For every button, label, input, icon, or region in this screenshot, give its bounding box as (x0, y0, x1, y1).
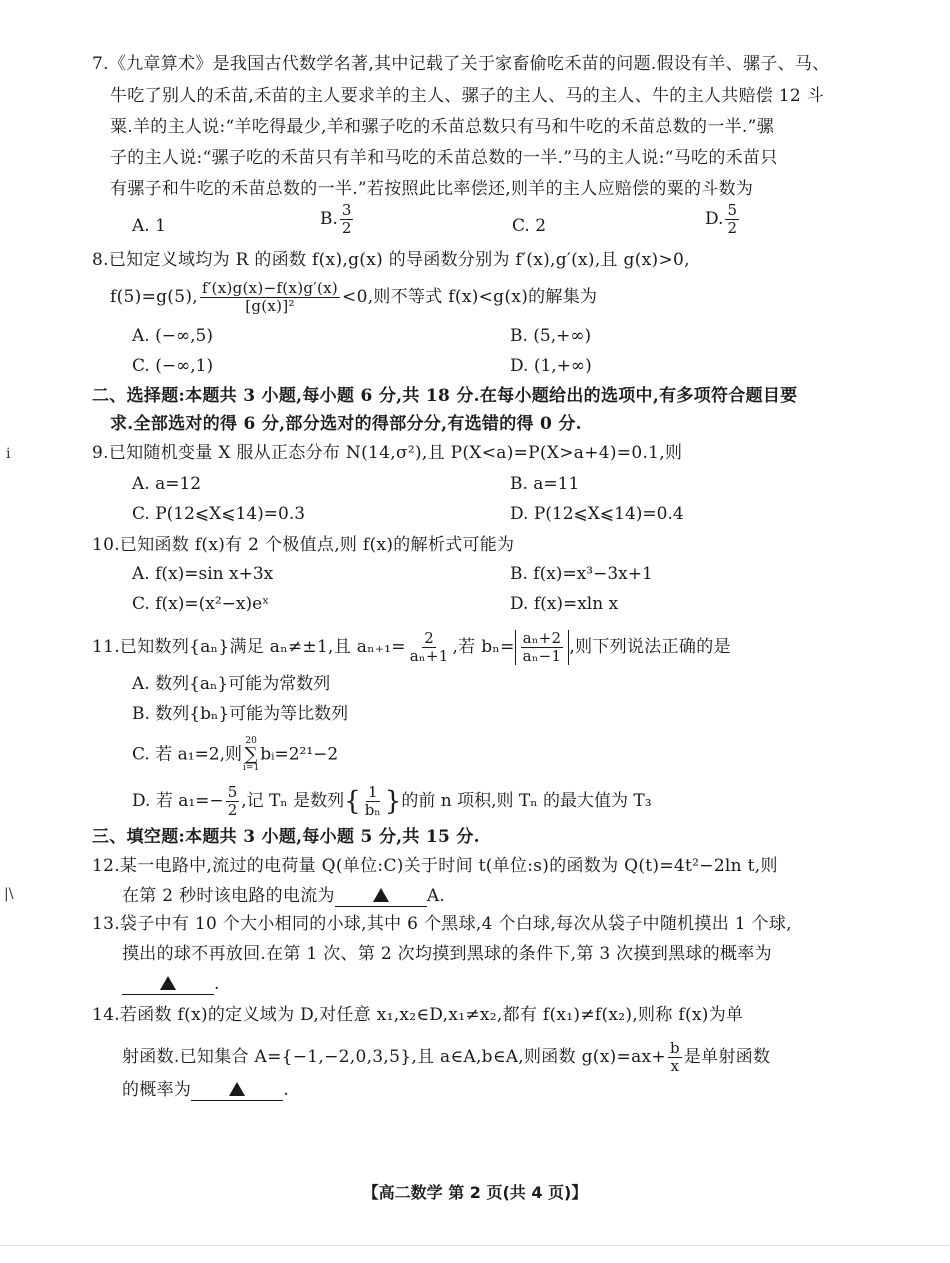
q14-fraction: $\frac{b}{x}$ (669, 1039, 680, 1075)
q10-option-a: A. f(x)=sin x+3x (132, 564, 274, 584)
q10-option-d: D. f(x)=xln x (510, 594, 619, 614)
q7-line-5: 有骡子和牛吃的禾苗总数的一半.”若按照此比率偿还,则羊的主人应赔偿的粟的斗数为 (110, 179, 754, 199)
q12-answer-blank[interactable] (335, 886, 427, 907)
margin-mark: i (6, 446, 11, 462)
q8-option-a: A. (−∞,5) (132, 326, 213, 346)
q7-option-d: D. $\frac{5}{2}$ (705, 201, 737, 237)
q13-line-3: . (122, 972, 220, 996)
q7-option-a: A. 1 (132, 216, 166, 236)
triangle-marker-icon (160, 976, 176, 990)
section-2-heading: 二、选择题:本题共 3 小题,每小题 6 分,共 18 分.在每小题给出的选项中,有多项符合题目要 (92, 386, 798, 406)
q7-option-d-fraction: $\frac{5}{2}$ (727, 201, 737, 237)
q12-line-2: 在第 2 秒时该电路的电流为 A. (122, 886, 446, 906)
q7-option-b-fraction: $\frac{3}{2}$ (341, 201, 352, 237)
q7-line-3: 粟.羊的主人说:“羊吃得最少,羊和骡子吃的禾苗总数只有马和牛吃的禾苗总数的一半.”骡 (110, 117, 774, 137)
q11-option-b: B. 数列{bₙ}可能为等比数列 (132, 704, 349, 724)
page-edge-divider (0, 1245, 950, 1246)
q7-line-4: 子的主人说:“骡子吃的禾苗只有羊和马吃的禾苗总数的一半.”马的主人说:“马吃的禾苗只 (110, 148, 778, 168)
q7-line-2: 牛吃了别人的禾苗,禾苗的主人要求羊的主人、骡子的主人、马的主人、牛的主人共赔偿 12 斗 (110, 86, 825, 106)
triangle-marker-icon (229, 1082, 245, 1096)
triangle-marker-icon (373, 888, 389, 902)
q14-line-3: 的概率为 . (122, 1080, 289, 1100)
q11-absolute-value: $\frac{\text{aₙ+2}}{\text{aₙ−1}}$ (515, 630, 570, 665)
q7-line-1: 7.《九章算术》是我国古代数学名著,其中记载了关于家畜偷吃禾苗的问题.假设有羊、骡子、马、 (92, 54, 830, 74)
q9-option-b: B. a=11 (510, 474, 580, 494)
q10-option-b: B. f(x)=x³−3x+1 (510, 564, 653, 584)
q7-option-c: C. 2 (512, 216, 547, 236)
q11-summation: 20 ∑ i=1 (243, 736, 260, 773)
q14-answer-blank[interactable] (191, 1080, 283, 1101)
q8-option-c: C. (−∞,1) (132, 356, 214, 376)
margin-mark: |\ (4, 886, 14, 902)
q8-line-2: f(5)=g(5), $\frac{f'(x)g(x)-f(x)g'(x)}{\text{[g(x)]²}}$ <0,则不等式 f(x)<g(x)的解集为 (110, 279, 598, 315)
q11-option-c: C. 若 a₁=2,则 20 ∑ i=1 bᵢ=2²¹−2 (132, 736, 339, 773)
q12-line-1: 12.某一电路中,流过的电荷量 Q(单位:C)关于时间 t(单位:s)的函数为 Q(t)=4t²−2ln t,则 (92, 856, 778, 876)
q13-line-1: 13.袋子中有 10 个大小相同的小球,其中 6 个黑球,4 个白球,每次从袋子中随机摸出 1 个球, (92, 914, 792, 934)
q7-option-b: B. $\frac{3}{2}$ (320, 201, 352, 237)
q13-answer-blank[interactable] (122, 974, 214, 995)
q10-option-c: C. f(x)=(x²−x)eˣ (132, 594, 270, 614)
q11-option-a: A. 数列{aₙ}可能为常数列 (132, 674, 331, 694)
q10-line-1: 10.已知函数 f(x)有 2 个极值点,则 f(x)的解析式可能为 (92, 535, 515, 555)
section-3-heading: 三、填空题:本题共 3 小题,每小题 5 分,共 15 分. (92, 827, 480, 847)
q14-line-1: 14.若函数 f(x)的定义域为 D,对任意 x₁,x₂∈D,x₁≠x₂,都有 f(x₁)≠f(x₂),则称 f(x)为单 (92, 1005, 744, 1025)
q8-line-1: 8.已知定义域均为 R 的函数 f(x),g(x) 的导函数分别为 f′(x),g′(x),且 g(x)>0, (92, 250, 690, 270)
q9-line-1: 9.已知随机变量 X 服从正态分布 N(14,σ²),且 P(X<a)=P(X>a+4)=0.1,则 (92, 443, 683, 463)
q14-line-2: 射函数.已知集合 A={−1,−2,0,3,5},且 a∈A,b∈A,则函数 g(x)=ax+ $\frac{b}{x}$ 是单射函数 (122, 1039, 771, 1075)
q8-option-d: D. (1,+∞) (510, 356, 592, 376)
q13-line-2: 摸出的球不再放回.在第 1 次、第 2 次均摸到黑球的条件下,第 3 次摸到黑球的概率为 (122, 944, 772, 964)
q8-derivative-fraction: $\frac{f'(x)g(x)-f(x)g'(x)}{\text{[g(x)]²}}$ (201, 279, 339, 315)
section-2-instructions: 求.全部选对的得 6 分,部分选对的得部分分,有选错的得 0 分. (110, 414, 582, 434)
q8-option-b: B. (5,+∞) (510, 326, 592, 346)
q9-option-d: D. P(12⩽X⩽14)=0.4 (510, 504, 684, 524)
page-footer: 【高二数学 第 2 页(共 4 页)】 (362, 1183, 588, 1202)
q11-option-d: D. 若 a₁=− $\frac{5}{2}$ ,记 Tₙ 是数列{ $\frac{1}{\text{bₙ}}$ }的前 n 项积,则 Tₙ 的最大值为 T₃ (132, 783, 652, 819)
q9-option-c: C. P(12⩽X⩽14)=0.3 (132, 504, 306, 524)
q11-line-1: 11.已知数列{aₙ}满足 aₙ≠±1,且 aₙ₊₁= $\frac{2}{\text{aₙ+1}}$ ,若 bₙ= $\frac{\text{aₙ+2}}{\text{aₙ−1}}$ ,则下列说法正确的是 (92, 629, 731, 665)
q9-option-a: A. a=12 (132, 474, 202, 494)
q11-recurrence-fraction: $\frac{2}{\text{aₙ+1}}$ (409, 629, 449, 665)
